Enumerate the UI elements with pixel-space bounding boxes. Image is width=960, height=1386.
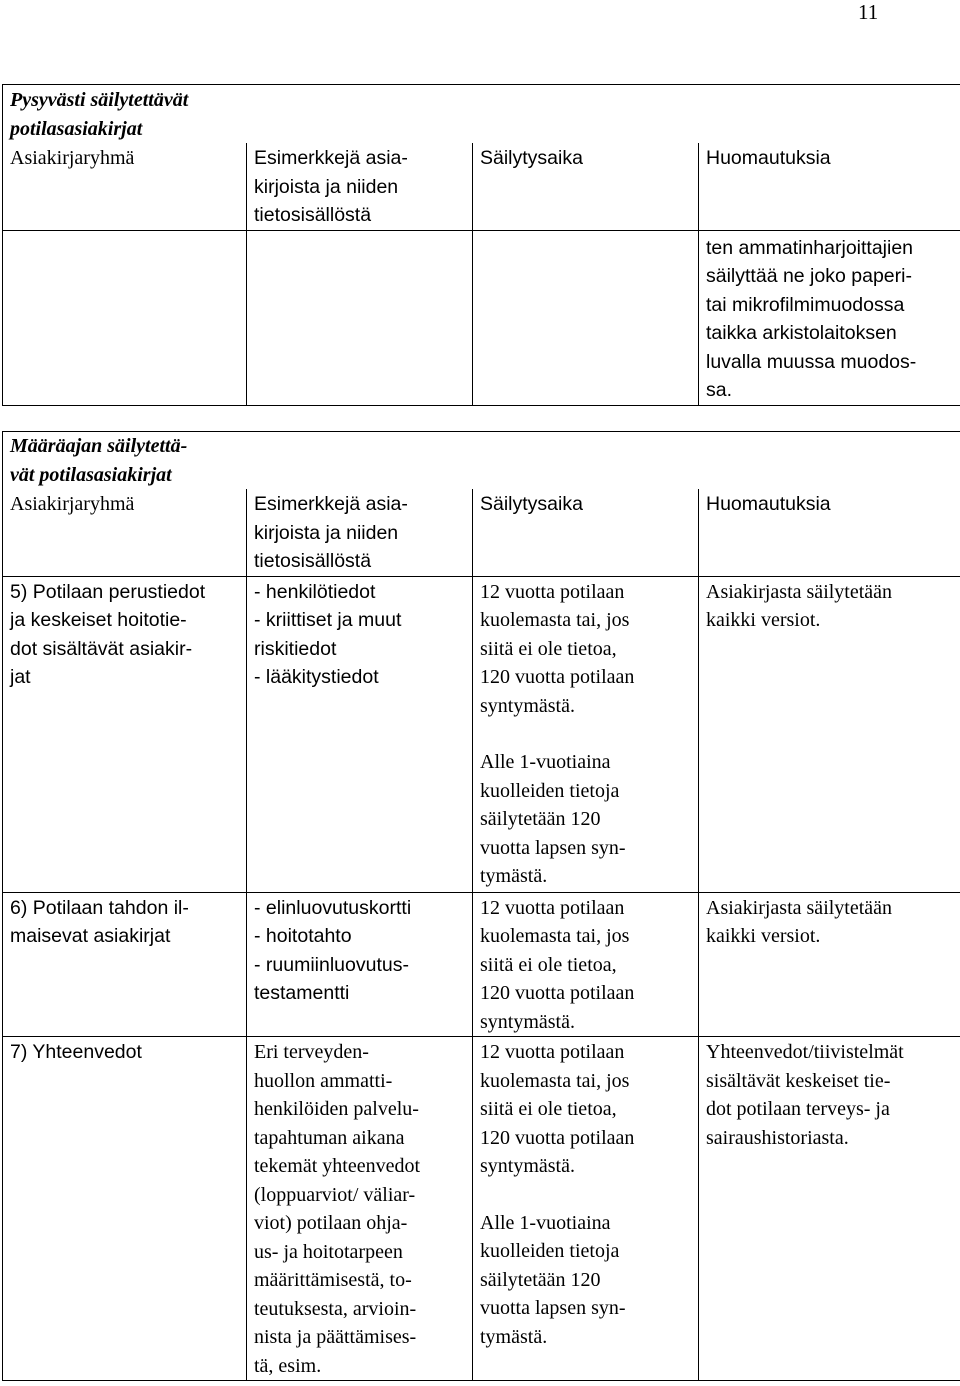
examples-cell (247, 576, 473, 892)
text-line: Asiakirjasta säilytetään (706, 896, 893, 919)
text-line: 120 vuotta potilaan (480, 666, 635, 688)
text-line: määrittämisestä, to- (254, 1269, 412, 1291)
text-line: - ruumiinluovutus- (254, 953, 409, 976)
page-number: 11 (858, 0, 879, 24)
table-row (3, 1037, 960, 1381)
table-caption (3, 85, 960, 144)
notes-cell (699, 1037, 960, 1381)
text-line: vät potilasasiakirjat (10, 463, 172, 486)
text-line: 12 vuotta potilaan (480, 1041, 625, 1063)
table-cell (473, 230, 699, 405)
text-line: - kriittiset ja muut (254, 609, 402, 631)
text-line: tapahtuman aikana (254, 1126, 405, 1149)
text-line: sairaushistoriasta. (706, 1126, 849, 1149)
text-line: tymästä. (480, 865, 548, 887)
text-line: - henkilötiedot (254, 580, 376, 603)
text-line: luvalla muussa muodos- (706, 350, 917, 373)
text-line: 120 vuotta potilaan (480, 982, 635, 1004)
text-line: kuolemasta tai, jos (480, 925, 630, 947)
text-line: Määräajan säilytettä- (10, 435, 188, 457)
text-line: teutuksesta, arvioin- (254, 1297, 417, 1320)
text-line: dot potilaan terveys- ja (706, 1098, 890, 1120)
text-line: kuolemasta tai, jos (480, 1069, 630, 1092)
text-line: Esimerkkejä asia- (254, 493, 408, 515)
text-line: 120 vuotta potilaan (480, 1126, 635, 1149)
text-line: syntymästä. (480, 694, 575, 717)
text-line: vuotta lapsen syn- (480, 836, 626, 859)
header-retention: Säilytysaika (473, 489, 699, 576)
group-cell (3, 1037, 247, 1381)
text-line: Pysyvästi säilytettävät (10, 89, 189, 111)
text-line: (loppuarviot/ väliar- (254, 1183, 416, 1206)
text-line: Eri terveyden- (254, 1041, 369, 1063)
examples-cell (247, 1037, 473, 1381)
text-line: tietosisällöstä (254, 550, 372, 572)
header-examples (247, 489, 473, 576)
text-line: kaikki versiot. (706, 925, 821, 947)
text-line: huollon ammatti- (254, 1069, 393, 1092)
header-retention: Säilytysaika (473, 143, 699, 230)
text-line: siitä ei ole tietoa, (480, 953, 617, 976)
text-line: dot sisältävät asiakir- (10, 637, 193, 660)
header-group: Asiakirjaryhmä (3, 489, 247, 576)
text-line: sa. (706, 379, 733, 401)
text-line: tymästä. (480, 1325, 548, 1348)
text-line: testamentti (254, 982, 350, 1004)
text-line: tietosisällöstä (254, 204, 372, 226)
fixed-term-records-table (2, 431, 960, 1381)
text-line: säilytetään 120 (480, 808, 601, 830)
text-line: kuolemasta tai, jos (480, 609, 630, 631)
text-line: säilyttää ne joko paperi- (706, 265, 912, 287)
table-row (3, 892, 960, 1037)
text-line: ten ammatinharjoittajien (706, 236, 914, 259)
text-line: maisevat asiakirjat (10, 925, 171, 947)
text-line: kirjoista ja niiden (254, 175, 399, 198)
text-line: Yhteenvedot/tiivistelmät (706, 1041, 904, 1063)
text-line: kuolleiden tietoja (480, 779, 620, 802)
text-line: 7) Yhteenvedot (10, 1041, 142, 1063)
header-examples (247, 143, 473, 230)
text-line: kirjoista ja niiden (254, 521, 399, 544)
text-line: kuolleiden tietoja (480, 1240, 620, 1262)
examples-cell (247, 892, 473, 1037)
text-line: syntymästä. (480, 1155, 575, 1177)
text-line: tä, esim. (254, 1354, 322, 1377)
text-line: 5) Potilaan perustiedot (10, 580, 206, 603)
text-line: 12 vuotta potilaan (480, 580, 625, 603)
text-line: - elinluovutuskortti (254, 896, 412, 919)
caption-lines (10, 86, 953, 143)
group-cell (3, 892, 247, 1037)
text-line: siitä ei ole tietoa, (480, 637, 617, 660)
text-line: potilasasiakirjat (10, 117, 143, 140)
table-row (3, 576, 960, 892)
table-cell (247, 230, 473, 405)
text-line: Alle 1-vuotiaina (480, 1211, 611, 1234)
text-line: - hoitotahto (254, 925, 352, 947)
note-cell (699, 230, 960, 405)
text-line: syntymästä. (480, 1010, 575, 1033)
text-line: 12 vuotta potilaan (480, 896, 625, 919)
text-line: nista ja päättämises- (254, 1326, 417, 1348)
group-cell (3, 576, 247, 892)
retention-cell (473, 892, 699, 1037)
text-line: taikka arkistolaitoksen (706, 322, 897, 344)
text-line: riskitiedot (254, 637, 337, 660)
text-line: - lääkitystiedot (254, 666, 379, 688)
text-line: kaikki versiot. (706, 609, 821, 631)
retention-cell (473, 576, 699, 892)
text-line: ja keskeiset hoitotie- (10, 609, 187, 631)
text-line: Esimerkkejä asia- (254, 147, 408, 169)
text-line: vuotta lapsen syn- (480, 1297, 626, 1319)
text-line: tekemät yhteenvedot (254, 1155, 421, 1177)
text-line: henkilöiden palvelu- (254, 1098, 419, 1120)
text-line: säilytetään 120 (480, 1268, 601, 1291)
text-line: Asiakirjasta säilytetään (706, 580, 893, 603)
table-caption (3, 432, 960, 490)
text-line: viot) potilaan ohja- (254, 1212, 408, 1234)
table-cell (3, 230, 247, 405)
notes-cell (699, 892, 960, 1037)
text-line: siitä ei ole tietoa, (480, 1098, 617, 1120)
text-line: Alle 1-vuotiaina (480, 751, 611, 773)
header-group: Asiakirjaryhmä (3, 143, 247, 230)
header-notes: Huomautuksia (699, 143, 960, 230)
text-line: sisältävät keskeiset tie- (706, 1069, 891, 1092)
text-line: tai mikrofilmimuodossa (706, 293, 905, 316)
notes-cell (699, 576, 960, 892)
text-line: us- ja hoitotarpeen (254, 1240, 403, 1263)
header-notes: Huomautuksia (699, 489, 960, 576)
text-line: 6) Potilaan tahdon il- (10, 896, 189, 919)
retention-cell (473, 1037, 699, 1381)
text-line: jat (10, 666, 31, 688)
permanent-records-table (2, 84, 960, 406)
